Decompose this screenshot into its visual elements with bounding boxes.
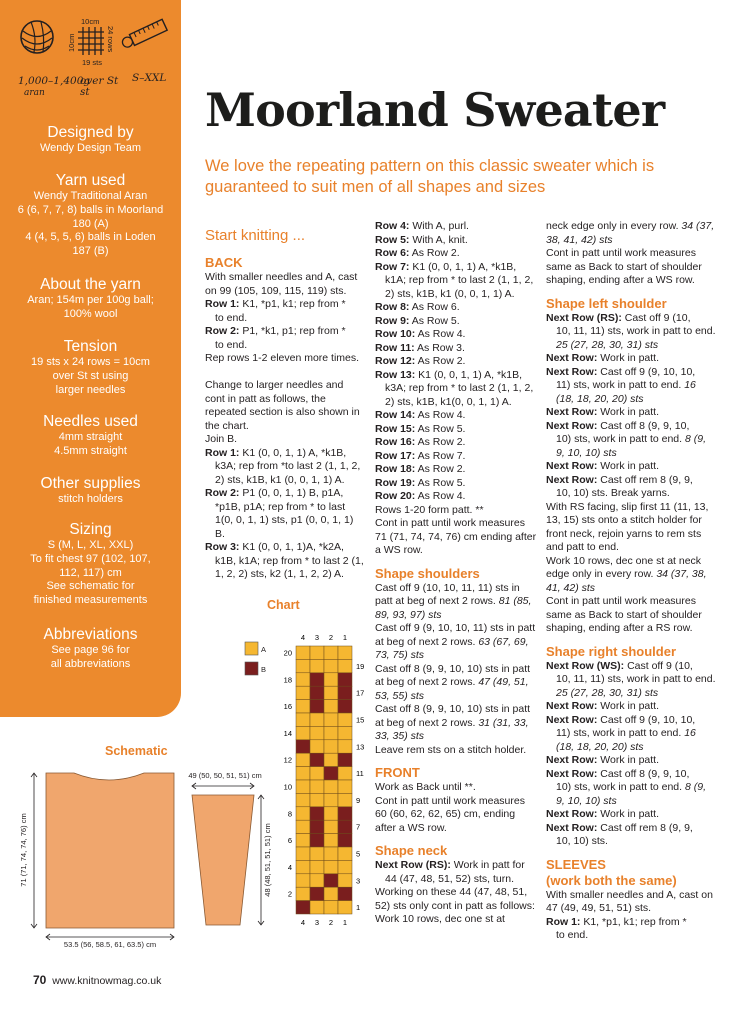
chart-row-number: 5 [356,849,361,859]
chart-row-number: 17 [356,688,365,698]
designed-by-section [0,124,181,156]
start-knitting-heading: Start knitting ... [205,227,306,244]
instructions-column-3 [546,220,716,943]
tension-line: larger needles [55,383,126,396]
chart-cell [310,780,324,793]
chart-cell [310,753,324,766]
instruction-line: Cont in patt until work measures same as Back to start of shoulder shaping, ending after a RS row. [546,595,702,634]
legend-label-b: B [261,665,267,674]
chart-cell [324,646,338,659]
instruction-line: Join B. [205,433,238,445]
chart-cell [310,901,324,914]
chart-cell [324,874,338,887]
chart-cell [338,646,352,659]
yarn-line: 180 (A) [72,217,109,230]
chart-cell [296,740,310,753]
sleeve-length-label: 48 (48, 51, 51, 51) cm [263,823,272,897]
chart-row-number: 15 [356,715,365,725]
chart-col-number: 3 [314,918,320,927]
instruction-line: k1A; rep from * to last 2 (1, 1, 2, 2) sts, k1B, k1 (0, 0, 1, 1) A. [385,274,534,300]
sleeve-piece-shape [192,795,254,925]
instruction-line: 11) sts, work in patt to end. 16 (18, 18, 20, 20) sts [556,727,696,753]
chart-row-number: 12 [283,755,292,765]
grid-bottom-label: 19 sts [82,58,103,67]
sizing-heading: Sizing [69,521,112,538]
chart-cell [338,874,352,887]
instruction-line: Row 17: As Row 7. [375,449,466,462]
instruction-line: Cast off 9 (10, 10, 11, 11) sts in patt at beg of next 2 rows. 81 (85, 89, 93, 97) sts [375,581,532,621]
instruction-line: 10) sts, work in patt to end. 8 (9, 9, 10, 10) sts [556,781,706,807]
chart-cell [296,686,310,699]
shape-shoulders-heading: Shape shoulders [375,565,480,581]
instruction-line: Row 14: As Row 4. [375,409,466,421]
tension-line: 19 sts x 24 rows = 10cm [31,356,150,368]
front-heading: FRONT [375,765,420,780]
instruction-line: Cont in patt until work measures same as Back to start of shoulder shaping, ending after a WS row. [546,247,702,286]
chart-row-number: 2 [287,889,292,899]
tension-line: over St st using [52,369,129,382]
yarn-line: 6 (6, 7, 7, 8) balls in Moorland [17,203,164,216]
chart-col-number: 2 [328,918,334,927]
chart-cell [310,834,324,847]
instruction-line: neck edge only in every row. 34 (37, 38, 41, 42) sts [546,220,715,246]
tension-heading: Tension [63,338,118,355]
instruction-line: Change to larger needles and cont in patt as follows, the repeated section is also shown in the chart. [205,379,360,432]
chart-cell [296,901,310,914]
chart-cell [338,686,352,699]
instruction-line: Cont in patt until work measures 60 (60, 62, 62, 65) cm, ending after a WS row. [375,794,525,834]
chart-cell [338,807,352,820]
instruction-line: Row 9: As Row 5. [375,314,460,327]
chart-cell [338,834,352,847]
chart-cell [296,659,310,672]
instruction-line: Row 7: K1 (0, 0, 1, 1) A, *k1B, [375,260,517,273]
chart-row-number: 10 [283,782,292,792]
schematic-diagram [14,765,274,950]
chart-cell [310,793,324,806]
instruction-line: Row 5: With A, knit. [375,233,468,246]
instruction-line: Cast off 8 (9, 9, 10, 10) sts in patt at beg of next 2 rows. 47 (49, 51, 53, 55) sts [375,662,531,702]
chart-cell [310,767,324,780]
instruction-line: Row 4: With A, purl. [375,220,469,232]
chart-row-number: 6 [287,836,292,846]
instruction-line: 44 (47, 48, 51, 52) sts, turn. [385,872,514,885]
instruction-line: *p1B, p1A; rep from * to last 1(0, 0, 1, 1) sts, p1 (0, 0, 1, 1) B. [215,500,354,540]
chart-row-number: 9 [356,795,361,805]
instruction-line: Row 15: As Row 5. [375,422,466,435]
instruction-line: 10, 11, 11) sts, work in patt to end. 25 (27, 28, 30, 31) sts [556,325,716,351]
chart-cell [296,820,310,833]
chart-cell [324,901,338,914]
instruction-line: Cast off 9 (9, 10, 10, 11) sts in patt at beg of next 2 rows. 63 (67, 69, 73, 75) sts [375,622,536,661]
instruction-line: Row 8: As Row 6. [375,301,460,313]
instruction-line: 10, 10) sts. [556,835,608,847]
chart-cell [324,753,338,766]
chart-cell [324,820,338,833]
instruction-line: Work 10 rows, dec one st at [375,913,505,925]
instruction-line: Row 6: As Row 2. [375,247,460,259]
chart-cell [296,646,310,659]
sizing-line: finished measurements [33,594,148,607]
chart-cell [324,887,338,900]
grid-top-label: 10cm [81,17,100,26]
chart-cell [310,860,324,873]
tape-measure-icon [120,19,167,49]
instruction-line: Row 13: K1 (0, 0, 1, 1) A, *k1B, [375,368,523,381]
chart-cell [324,659,338,672]
chart-cell [310,659,324,672]
chart-cell [324,726,338,739]
instructions-column-2 [375,220,537,927]
instruction-line: Row 1: K1, *p1, k1; rep from * [546,915,687,928]
instruction-line: to end. [556,929,589,941]
chart-col-number: 4 [300,918,306,927]
instruction-line: Work 10 rows, dec one st at neck edge only in every row. 34 (37, 38, 41, 42) sts [546,554,707,594]
chart-cell [310,646,324,659]
intro-text: We love the repeating pattern on this classic sweater which is guaranteed to suit men of all shapes and sizes [205,157,655,196]
instruction-line: Next Row (RS): Work in patt for [375,859,525,871]
chart-cell [324,847,338,860]
instruction-line: Next Row: Cast off rem 8 (9, 9, [546,473,693,486]
instruction-line: Cast off 8 (9, 9, 10, 10) sts in patt at beg of next 2 rows. 31 (31, 33, 33, 35) sts [375,703,531,742]
chart-cell [296,753,310,766]
chart-row-number: 20 [283,648,292,658]
chart-cell [338,673,352,686]
needles-line: 4.5mm straight [54,444,127,457]
sidebar [0,0,181,717]
chart-cell [338,780,352,793]
chart-cell [310,887,324,900]
size-range-note: S–XXL [132,72,167,84]
sizing-line: S (M, L, XL, XXL) [47,539,134,551]
chart-cell [310,713,324,726]
sizing-line: To fit chest 97 (102, 107, [30,552,151,565]
chart-cell [296,807,310,820]
chart-cell [296,726,310,739]
instruction-line: Row 3: K1 (0, 0, 1, 1)A, *k2A, [205,541,344,553]
instruction-line: Next Row (WS): Cast off 9 (10, [546,659,693,672]
chart-row-number: 13 [356,742,365,752]
instruction-line: With smaller needles and A, cast on 99 (105, 109, 115, 119) sts. [205,271,358,297]
chart-cell [296,793,310,806]
page-title: Moorland Sweater [205,83,665,137]
yarn-line: 187 (B) [72,245,109,258]
instruction-line: k1B, k1A; rep from * to last 2 (1, 1, 2, 2) sts, k2 (1, 1, 2, 2) A. [215,554,364,580]
chart-cell [338,753,352,766]
shape-neck-heading: Shape neck [375,843,448,858]
chart-cell [296,847,310,860]
chart-cell [324,686,338,699]
chart-cell [338,700,352,713]
chart-cell [310,847,324,860]
chart-cell [310,673,324,686]
instruction-line: Row 1: K1, *p1, k1; rep from * [205,298,346,310]
abbreviations-section [0,626,181,672]
grid-left-label: 10cm [67,33,76,52]
chart-cell [338,726,352,739]
sizing-line: See schematic for [46,580,135,593]
chart-cell [338,860,352,873]
other-supplies-heading: Other supplies [40,475,141,492]
schematic-title: Schematic [105,744,168,758]
chart-cell [324,780,338,793]
sleeves-heading: SLEEVES (work both the same) [546,856,677,888]
yarn-section [0,172,181,259]
chart-cell [338,901,352,914]
abbreviations-heading: Abbreviations [43,626,138,643]
about-yarn-line: 100% wool [63,307,118,320]
body-width-label: 53.5 (56, 58.5, 61, 63.5) cm [63,940,157,949]
sizing-line: 112, 117) cm [59,566,122,579]
chart-cell [324,807,338,820]
instruction-line: Next Row: Work in patt. [546,754,660,766]
chart-cell [296,834,310,847]
chart-col-number: 4 [300,633,306,642]
instruction-line: Rows 1-20 form patt. ** [375,503,484,516]
yarn-heading: Yarn used [55,172,126,189]
yarn-line: 4 (4, 5, 5, 6) balls in Loden [25,231,156,244]
chart-cell [338,793,352,806]
sleeve-width-label: 49 (50, 50, 51, 51) cm [188,771,262,780]
instruction-line: With smaller needles and A, cast on 47 (49, 49, 51, 51) sts. [546,888,713,914]
chart-cell [310,700,324,713]
about-yarn-line: Aran; 154m per 100g ball; [27,294,154,306]
weight-note: 1,000–1,400g aran [18,75,91,98]
chart-col-number: 1 [342,918,348,927]
instruction-line: Row 2: P1 (0, 0, 1, 1) B, p1A, [205,487,344,499]
instruction-line: Next Row: Work in patt. [546,352,660,364]
legend-swatch-a [245,642,258,655]
chart-row-number: 14 [283,728,292,738]
chart-row-number: 4 [287,862,292,872]
needles-line: 4mm straight [58,431,123,443]
grid-right-label: 24 rows [106,26,115,53]
chart-col-number: 2 [328,633,334,642]
chart-cell [310,820,324,833]
chart-row-number: 11 [356,769,364,779]
chart-cell [338,767,352,780]
instruction-line: Next Row: Work in patt. [546,808,660,820]
chart-cell [296,713,310,726]
needles-heading: Needles used [43,413,138,430]
abbreviations-line: all abbreviations [50,657,131,670]
needles-section [0,413,181,459]
instruction-line: k3A; rep from * to last 2 (1, 1, 2, 2) sts, k1B, k1(0, 0, 1, 1) A. [385,382,534,408]
chart-cell [296,780,310,793]
instructions-column-1 [205,255,365,582]
page-footer [33,973,161,987]
chart-cell [324,860,338,873]
chart-cell [296,673,310,686]
instruction-line: Work as Back until **. [375,781,476,793]
yarn-ball-icon [21,21,53,53]
chart-cell [324,793,338,806]
tension-section [0,338,181,397]
chart-row-number: 1 [356,903,361,913]
chart-col-number: 1 [342,633,348,642]
about-yarn-heading: About the yarn [40,276,141,293]
back-heading: BACK [205,255,243,270]
instruction-line: Working on these 44 (47, 48, 51, 52) sts only cont in patt as follows: [375,886,535,912]
chart-cell [310,686,324,699]
instruction-line: Leave rem sts on a stitch holder. [375,743,527,756]
chart-cell [296,700,310,713]
page-number: 70 [33,973,47,987]
instruction-line: to end. [215,311,248,324]
instruction-line: Row 10: As Row 4. [375,328,466,340]
chart-row-number: 18 [283,675,292,685]
chart-cell [324,713,338,726]
instruction-line: 11) sts, work in patt to end. 16 (18, 18, 20, 20) sts [556,379,696,405]
designer-name: Wendy Design Team [39,142,142,154]
chart-row-number: 3 [356,876,361,886]
instruction-line: Rep rows 1-2 eleven more times. [205,352,360,364]
chart-cell [296,887,310,900]
instruction-line: With RS facing, slip first 11 (11, 13, 13, 15) sts onto a stitch holder for front neck, rejoin yarns to rem sts and patt to end. [546,500,709,553]
instruction-line: Next Row (RS): Cast off 9 (10, [546,311,691,324]
chart-cell [310,740,324,753]
chart-cell [324,767,338,780]
chart-cell [324,834,338,847]
instruction-line: Row 2: P1, *k1, p1; rep from * [205,325,346,337]
pattern-info-icons [14,14,184,114]
chart-cell [338,887,352,900]
chart-cell [324,740,338,753]
yarn-line: Wendy Traditional Aran [33,190,148,202]
chart-title: Chart [267,598,300,612]
instruction-line: Row 11: As Row 3. [375,341,465,354]
sizing-section [0,521,181,608]
designed-by-heading: Designed by [47,124,134,141]
body-piece-shape [46,773,174,928]
instruction-line: Next Row: Work in patt. [546,700,660,712]
instruction-line: Next Row: Cast off 9 (9, 10, 10, [546,365,696,378]
chart-row-number: 7 [356,822,361,832]
website-url[interactable]: www.knitnowmag.co.uk [52,975,162,987]
chart-cell [324,700,338,713]
instruction-line: Next Row: Cast off rem 8 (9, 9, [546,821,693,834]
chart-row-number: 19 [356,661,365,671]
chart-cell [338,740,352,753]
instruction-line: 10) sts, work in patt to end. 8 (9, 9, 10, 10) sts [556,433,706,459]
shape-right-shoulder-heading: Shape right shoulder [546,643,677,659]
chart-cell [338,847,352,860]
over-stst-note: over St st [80,75,119,98]
other-supplies-section [0,475,181,507]
legend-label-a: A [261,645,267,654]
instruction-line: Next Row: Cast off 9 (9, 10, 10, [546,713,696,726]
instruction-line: Cont in patt until work measures 71 (71, 74, 74, 76) cm ending after a WS row. [375,517,537,556]
instruction-line: Next Row: Work in patt. [546,460,660,472]
supplies-line: stitch holders [58,493,123,505]
chart-cell [310,807,324,820]
instruction-line: Row 19: As Row 5. [375,476,466,489]
chart-cell [296,767,310,780]
chart-row-number: 8 [287,809,292,819]
chart-cell [324,673,338,686]
shape-left-shoulder-heading: Shape left shoulder [546,295,667,311]
chart-cell [338,659,352,672]
chart-cell [310,726,324,739]
instruction-line: k3A; rep from *to last 2 (1, 1, 2, 2) sts, k1B, k1 (0, 0, 1, 1) A. [215,460,361,486]
abbreviations-line: See page 96 for [51,644,130,656]
instruction-line: Next Row: Work in patt. [546,406,660,418]
chart-cell [310,874,324,887]
instruction-line: Row 1: K1 (0, 0, 1, 1) A, *k1B, [205,446,347,459]
chart-cell [296,874,310,887]
instruction-line: Row 12: As Row 2. [375,355,466,367]
instruction-line: Next Row: Cast off 8 (9, 9, 10, [546,419,690,432]
instruction-line: Row 18: As Row 2. [375,463,466,475]
chart-cell [338,820,352,833]
instruction-line: Next Row: Cast off 8 (9, 9, 10, [546,767,690,780]
instruction-line: Row 16: As Row 2. [375,436,466,448]
chart-col-number: 3 [314,633,320,642]
body-height-label: 71 (71, 74, 74, 76) cm [19,813,28,887]
legend-swatch-b [245,662,258,675]
instruction-line: 10, 11, 11) sts, work in patt to end. 25 (27, 28, 30, 31) sts [556,673,716,699]
chart-row-number: 16 [283,702,292,712]
chart-cell [296,860,310,873]
tension-grid-icon [78,27,104,55]
instruction-line: Row 20: As Row 4. [375,490,466,502]
about-yarn-section [0,276,181,322]
chart-cell [338,713,352,726]
instruction-line: to end. [215,338,248,351]
instruction-line: 10, 10) sts. Break yarns. [556,487,670,499]
